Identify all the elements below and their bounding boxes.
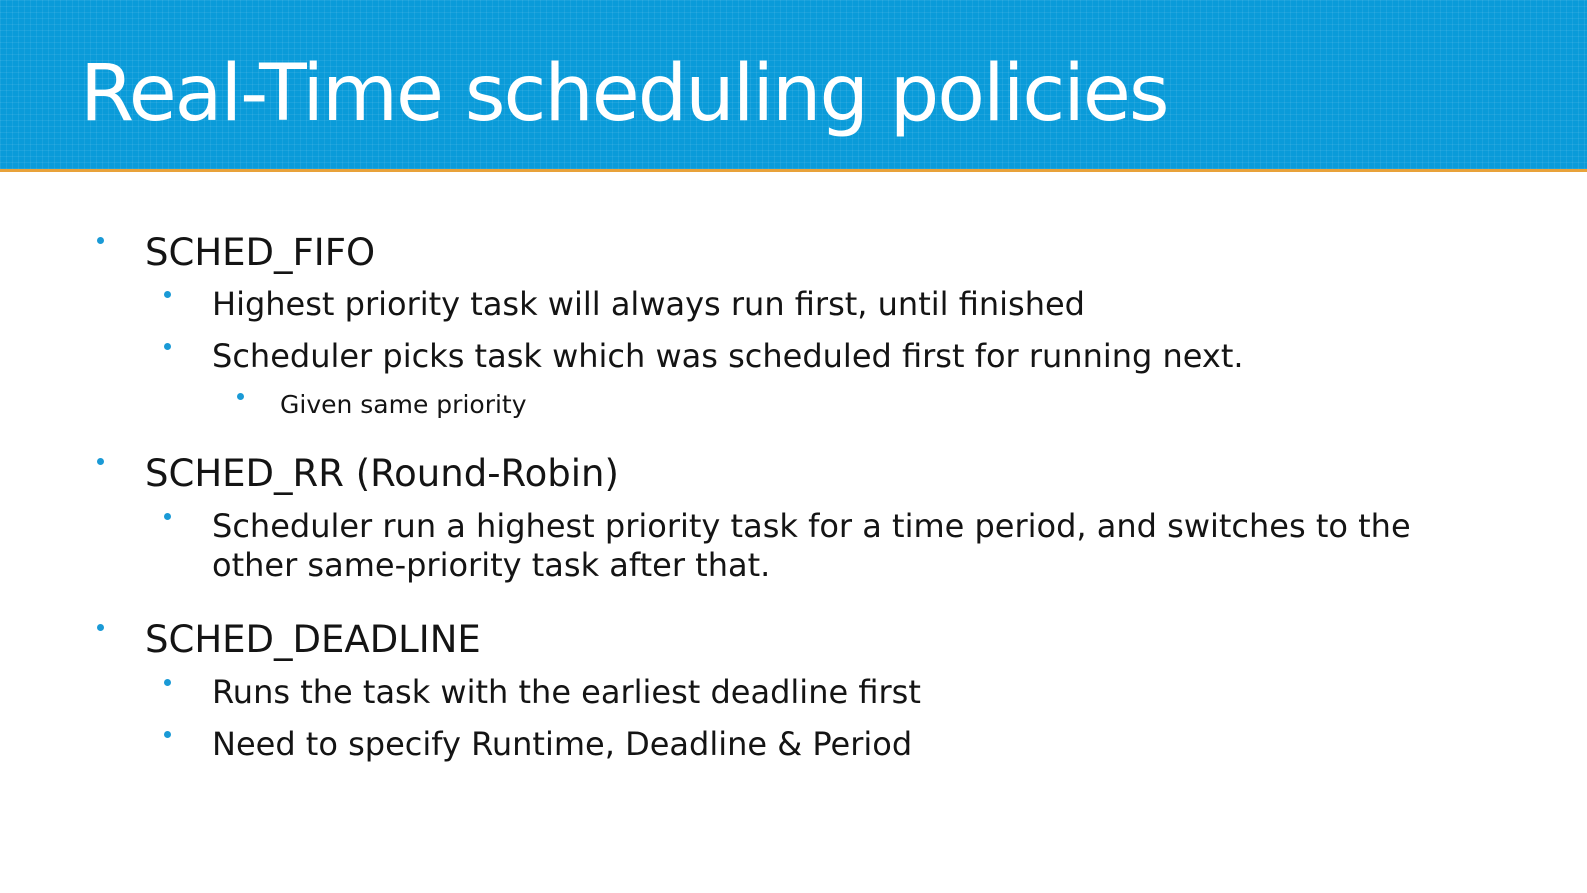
- policy-heading-deadline: SCHED_DEADLINE: [145, 618, 481, 661]
- bullet-icon: [164, 291, 171, 298]
- bullet-icon: [97, 624, 104, 631]
- bullet-icon: [164, 679, 171, 686]
- bullet-icon: [97, 237, 104, 244]
- bullet-icon: [97, 458, 104, 465]
- rr-point: Scheduler run a highest priority task for a time period, and switches to the other same-priority task after that.: [212, 507, 1411, 584]
- deadline-point: Runs the task with the earliest deadline first: [212, 673, 921, 711]
- fifo-point: Highest priority task will always run first, until finished: [212, 285, 1085, 323]
- deadline-point: Need to specify Runtime, Deadline & Period: [212, 725, 913, 763]
- policy-heading-fifo: SCHED_FIFO: [145, 231, 376, 274]
- bullet-icon: [164, 731, 171, 738]
- fifo-subpoint: Given same priority: [280, 390, 527, 419]
- bullet-icon: [237, 393, 244, 400]
- slide-title: Real-Time scheduling policies: [80, 49, 1168, 139]
- bullet-icon: [164, 513, 171, 520]
- policy-heading-rr: SCHED_RR (Round-Robin): [145, 452, 619, 495]
- bullet-icon: [164, 343, 171, 350]
- fifo-point: Scheduler picks task which was scheduled first for running next.: [212, 337, 1244, 375]
